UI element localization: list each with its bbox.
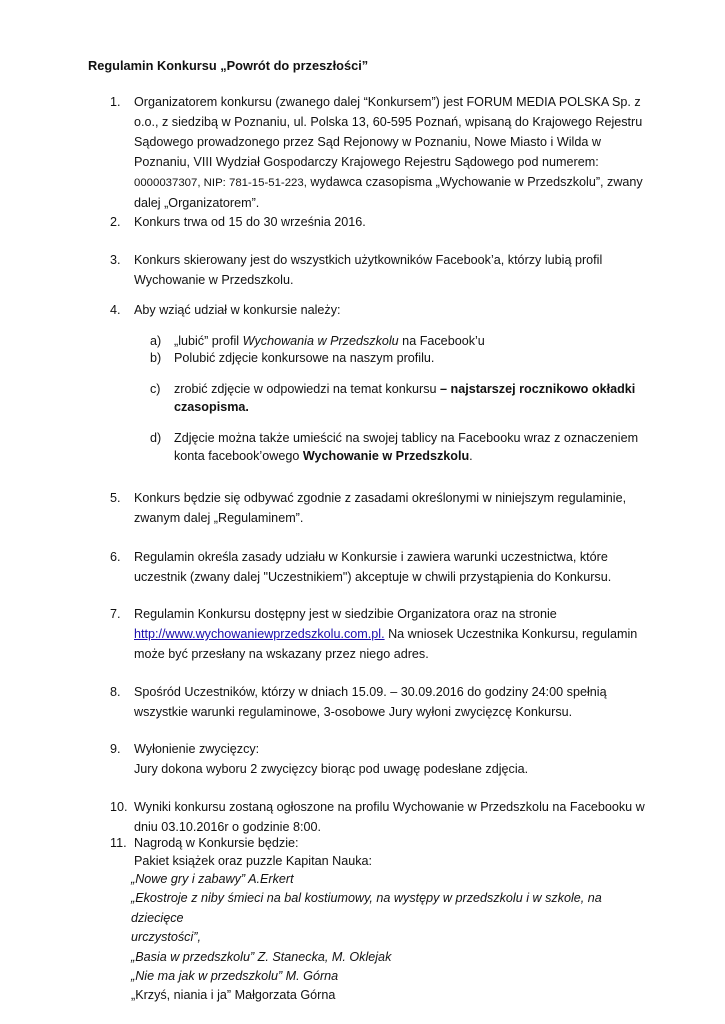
sub-item-d	[150, 430, 650, 465]
item-number: 9.	[110, 742, 121, 756]
sub-item-b	[150, 350, 650, 368]
item-text-line: dalej „Organizatorem”.	[134, 196, 260, 210]
item-text-line: Zdjęcie można także umieścić na swojej tablicy na Facebooku wraz z oznaczeniem	[174, 431, 639, 445]
item-text-line: Regulamin Konkursu dostępny jest w siedzibie Organizatora oraz na stronie	[134, 607, 557, 621]
item-number: 3.	[110, 253, 121, 267]
prize-item: „Krzyś, niania i ja” Małgorzata Górna	[131, 988, 336, 1003]
item-text-line: uczestnik (zwany dalej "Uczestnikiem") akceptuje w chwili przystąpienia do Konkursu.	[134, 570, 612, 584]
item-text-line: może być przesłany na wskazany przez niego adres.	[134, 647, 429, 661]
item-number: 10.	[110, 800, 128, 814]
sub-item-letter: b)	[150, 351, 162, 365]
item-text-line: Jury dokona wyboru 2 zwycięzcy biorąc pod uwagę podesłane zdjęcia.	[134, 762, 529, 776]
item-text-fragment: – najstarszej rocznikowo okładki	[440, 382, 636, 396]
rule-item-7	[110, 604, 650, 664]
rule-item-10	[110, 797, 650, 837]
sub-item-a	[150, 333, 650, 351]
item-number: 1.	[110, 95, 121, 109]
item-number: 11.	[110, 836, 127, 850]
rule-item-6	[110, 547, 650, 587]
item-number: 6.	[110, 550, 121, 564]
item-text-line: wszystkie warunki regulaminowe, 3-osobowe Jury wyłoni zwycięzcę Konkursu.	[134, 705, 573, 719]
prize-item: „Basia w przedszkolu” Z. Stanecka, M. Oklejak	[131, 949, 392, 964]
item-text-fragment: Na wniosek Uczestnika Konkursu, regulamin	[384, 627, 638, 641]
item-text-fragment: „lubić” profil	[174, 334, 243, 348]
item-text-line: o.o., z siedzibą w Poznaniu, ul. Polska 13, 60-595 Poznań, wpisaną do Krajowego Rejestru	[134, 115, 643, 129]
sub-item-letter: d)	[150, 431, 162, 445]
item-text-line: Wychowanie w Przedszkolu.	[134, 273, 294, 287]
item-text-line: Konkurs trwa od 15 do 30 września 2016.	[134, 215, 366, 229]
rule-item-2	[110, 212, 650, 232]
item-text-fragment: zrobić zdjęcie w odpowiedzi na temat konkursu	[174, 382, 440, 396]
prize-list	[131, 870, 651, 1006]
item-text-line: Sądowego prowadzonego przez Sąd Rejonowy w Poznaniu, Nowe Miasto i Wilda w	[134, 135, 601, 149]
item-text-line: Wyniki konkursu zostaną ogłoszone na profilu Wychowanie w Przedszkolu na Facebooku w	[134, 800, 645, 814]
item-number: 8.	[110, 685, 121, 699]
item-text-line: dniu 03.10.2016r o godzinie 8:00.	[134, 820, 321, 834]
rule-item-9	[110, 739, 650, 779]
item-text-fragment: na Facebook’u	[398, 334, 485, 348]
item-text-line: zwanym dalej „Regulaminem”.	[134, 511, 304, 525]
document-title: Regulamin Konkursu „Powrót do przeszłości”	[88, 58, 369, 73]
prize-item: urczystości”,	[131, 930, 201, 945]
item-text-line: Konkurs skierowany jest do wszystkich użytkowników Facebook’a, którzy lubią profil	[134, 253, 603, 267]
prize-item: „Nie ma jak w przedszkolu” M. Górna	[131, 969, 339, 984]
item-text-fragment: konta facebook’owego	[174, 448, 303, 463]
rule-item-3	[110, 250, 650, 290]
rule-item-8	[110, 682, 650, 722]
prize-item: „Ekostroje z niby śmieci na bal kostiumowy, na występy w przedszkolu i w szkole, na dziecięce	[131, 891, 602, 925]
item-text-line: Poznaniu, VIII Wydział Gospodarczy Krajowego Rejestru Sądowego pod numerem:	[134, 155, 599, 169]
rule-item-1	[110, 92, 650, 213]
rule-item-5	[110, 488, 650, 528]
item-text-fragment: .	[469, 448, 473, 463]
website-link[interactable]: http://www.wychowaniewprzedszkolu.com.pl.	[134, 627, 385, 641]
item-text-line: Organizatorem konkursu (zwanego dalej “Konkursem”) jest FORUM MEDIA POLSKA Sp. z	[134, 95, 641, 109]
sub-item-c	[150, 381, 650, 416]
item-text-line: Konkurs będzie się odbywać zgodnie z zasadami określonymi w niniejszym regulaminie,	[134, 491, 627, 505]
krs-nip: 0000037307, NIP: 781-15-51-223,	[134, 177, 307, 189]
item-text-line: Polubić zdjęcie konkursowe na naszym profilu.	[174, 351, 435, 365]
item-text-line: Spośród Uczestników, którzy w dniach 15.09. – 30.09.2016 do godziny 24:00 spełnią	[134, 685, 607, 699]
item-number: 7.	[110, 607, 121, 621]
item-text-line: czasopisma.	[174, 399, 249, 414]
prize-item: „Nowe gry i zabawy” A.Erkert	[131, 872, 294, 886]
item-text-line: Wyłonienie zwycięzcy:	[134, 742, 260, 756]
item-number: 5.	[110, 491, 121, 505]
item-text-fragment: Wychowanie w Przedszkolu	[302, 448, 470, 463]
sub-item-letter: c)	[150, 382, 161, 396]
item-text-line: Aby wziąć udział w konkursie należy:	[134, 303, 341, 317]
item-number: 4.	[110, 303, 121, 317]
item-number: 2.	[110, 215, 121, 229]
item-text-line: Pakiet książek oraz puzzle Kapitan Nauka:	[134, 854, 373, 868]
item-text-line: Nagrodą w Konkursie będzie:	[134, 836, 299, 850]
item-text-fragment: wydawca czasopisma „Wychowanie w Przedszkolu”, zwany	[306, 175, 643, 189]
item-text-fragment: Wychowania w Przedszkolu	[242, 334, 399, 348]
rule-item-11	[110, 834, 650, 870]
sub-item-letter: a)	[150, 334, 162, 348]
rule-item-4	[110, 300, 650, 320]
item-text-line: Regulamin określa zasady udziału w Konkursie i zawiera warunki uczestnictwa, które	[134, 550, 608, 564]
item-text-line	[134, 172, 650, 193]
